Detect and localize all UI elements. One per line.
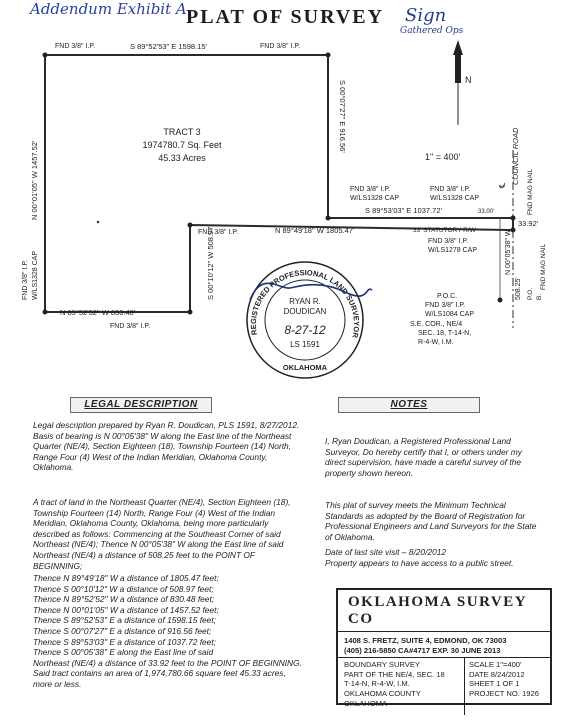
pin-label: FND 3/8" I.P. xyxy=(425,302,466,309)
scale-label: 1" = 400' xyxy=(425,152,461,162)
tract-area-sqft: 1974780.7 Sq. Feet xyxy=(142,140,222,150)
corner-label: S.E. COR., NE/4 xyxy=(410,321,463,328)
company-phone: (405) 216-5850 CA#4717 EXP. 30 JUNE 2013 xyxy=(338,646,550,659)
seal-name-b: DOUDICAN xyxy=(283,307,327,316)
pin-label: FND 3/8" I.P. xyxy=(260,43,301,50)
pin-label: FND 3/8" I.P. xyxy=(430,186,471,193)
pin-label: W/LS1328 CAP xyxy=(32,250,39,300)
bearing-left: N 00°01'05" W 1457.52' xyxy=(30,140,39,220)
road-name: COUNCIL ROAD xyxy=(511,127,520,185)
pin-label: FND 3/8" I.P. xyxy=(22,259,29,300)
pin-label: W/LS1328 CAP xyxy=(350,195,400,202)
bearing-east-a: N 00°05'38" W xyxy=(505,229,512,275)
distance-33: 33.00' xyxy=(478,209,495,215)
pin-label: FND 3/8" I.P. xyxy=(350,186,391,193)
legal-para-2: A tract of land in the Northeast Quarter (NE/4), Section Eighteen (18), Township Fourteen (14) North, Range Four (4) West of the Indian Meridian, Oklahoma County, Oklahoma, being more particularly described as follows: Commencing at the Southeast Corner of said Northeast (NE/4); Thence N 00°05'38" W along the East line of said Northeast (NE/4) a distance of 508.25 feet to the POINT OF BEGINNING; xyxy=(33,497,291,571)
legal-calls xyxy=(33,573,303,690)
handwritten-note: Gathered Ops xyxy=(400,26,464,36)
company-address: 1408 S. FRETZ, SUITE 4, EDMOND, OK 73003 xyxy=(338,631,550,646)
legal-heading: LEGAL DESCRIPTION xyxy=(70,397,212,413)
legal-call: Thence S 89°53'03" E a distance of 1037.72 feet; xyxy=(33,636,216,647)
legal-call: Thence S 89°52'53" E a distance of 1598.15 feet; xyxy=(33,615,216,626)
legal-call: Thence S 00°07'27" E a distance of 916.56 feet; xyxy=(33,625,212,636)
north-arrow-icon xyxy=(453,40,463,125)
tb-sheet: SHEET 1 OF 1 xyxy=(469,679,520,689)
road-marker: ℄ xyxy=(498,182,507,188)
pin-label: FND 3/8" I.P. xyxy=(428,238,469,245)
handwritten-signature: Sign xyxy=(405,5,447,26)
seal-ring-text: REGISTERED PROFESSIONAL LAND SURVEYOR xyxy=(248,268,362,339)
tract-label: TRACT 3 xyxy=(163,127,201,137)
surveyor-seal xyxy=(247,262,372,378)
plat-title: PLAT OF SURVEY xyxy=(186,6,385,28)
legal-call: Thence N 89°52'52" W a distance of 830.48 feet; xyxy=(33,594,215,605)
tb-date: DATE 8/24/2012 xyxy=(469,669,525,679)
legal-call: Thence N 89°49'18" W a distance of 1805.47 feet; xyxy=(33,573,219,583)
legal-para-1: Legal description prepared by Ryan R. Doudican, PLS 1591, 8/27/2012. Basis of bearing is N 00°05'38" W along the East line of the Northeast Quarter (NE/4), Section Eighteen (18), Township Fourteen (14) North, Range Four (4) West of the Indian Meridian, Oklahoma County, Oklahoma. xyxy=(33,420,300,473)
bearing-mid-south: S 89°53'03" E 1037.72' xyxy=(365,206,442,215)
bearing-inner: S 00°10'12" W 508.97' xyxy=(206,225,215,300)
company-name: OKLAHOMA SURVEY CO xyxy=(348,594,527,627)
pin-label: FND MAG NAIL xyxy=(540,243,547,290)
pin-label: P.O. xyxy=(527,287,534,300)
legal-call: Thence N 00°01'05" W a distance of 1457.52 feet; xyxy=(33,604,219,615)
pin-label: FND 3/8" I.P. xyxy=(198,229,239,236)
range-label: R-4-W, I.M. xyxy=(418,339,454,346)
legal-call: Thence S 00°10'12" W a distance of 508.97 feet; xyxy=(33,583,214,594)
tb-scale: SCALE 1"=400' xyxy=(469,660,522,670)
notes-heading: NOTES xyxy=(338,397,480,413)
seal-name-a: RYAN R. xyxy=(289,297,321,306)
bearing-right-upper: S 00°07'27" E 916.56' xyxy=(338,80,347,153)
tract-area-acres: 45.33 Acres xyxy=(158,153,206,163)
distance-east-c: 33.92' xyxy=(518,219,539,228)
pin-label: W/LS1278 CAP xyxy=(428,247,478,254)
bearing-east-b: 508.25' xyxy=(515,277,522,300)
title-block xyxy=(336,588,552,708)
pin-label: FND MAG NAIL xyxy=(527,168,534,215)
pin-label: FND 3/8" I.P. xyxy=(110,323,151,330)
seal-license: LS 1591 xyxy=(290,340,320,349)
notes-para-3: Date of last site visit – 8/20/2012 Property appears to have access to a public street. xyxy=(325,547,514,568)
pin-label: W/LS1328 CAP xyxy=(430,195,480,202)
project-description: BOUNDARY SURVEY PART OF THE NE/4, SEC. 18 T-14-N, R-4-W, I.M. OKLAHOMA COUNTY OKLAHOMA xyxy=(338,658,465,715)
pin-label: FND 3/8" I.P. xyxy=(55,43,96,50)
seal-date: 8-27-12 xyxy=(284,323,326,337)
north-label: N xyxy=(465,75,472,85)
statutory-row: 33' STATUTORY R/W xyxy=(413,227,476,234)
pin-label: W/LS1084 CAP xyxy=(425,311,475,318)
legal-call: Thence S 00°05'38" E along the East line of said xyxy=(33,647,214,658)
addendum-note: Addendum Exhibit A xyxy=(30,0,187,18)
pin-label: B. xyxy=(536,293,543,300)
bearing-bottom: N 89°52'52" W 830.48' xyxy=(60,308,136,317)
poc-label: P.O.C. xyxy=(437,293,458,300)
legal-closing: Northeast (NE/4) a distance of 33.92 feet to the POINT OF BEGINNING. Said tract contains an area of 1,974,780.66 square feet 45.33 acres, more or less. xyxy=(33,657,302,689)
seal-state: OKLAHOMA xyxy=(282,363,328,372)
section-label: SEC. 18, T-14-N, xyxy=(418,330,472,337)
tb-project: PROJECT NO. 1926 xyxy=(469,688,539,698)
bearing-top: S 89°52'53" E 1598.15' xyxy=(130,42,207,51)
bearing-mid: N 89°49'18" W 1805.47' xyxy=(275,226,355,235)
notes-para-1: I, Ryan Doudican, a Registered Professional Land Surveyor, Do hereby certify that I, or others under my direct supervision, have made a careful survey of the property shown hereon. xyxy=(325,436,522,478)
notes-para-2: This plat of survey meets the Minimum Technical Standards as adopted by the Board of Registration for Professional Engineers and Land Surveyors for the State of Oklahoma. xyxy=(325,500,537,542)
tract-boundary xyxy=(45,55,513,312)
